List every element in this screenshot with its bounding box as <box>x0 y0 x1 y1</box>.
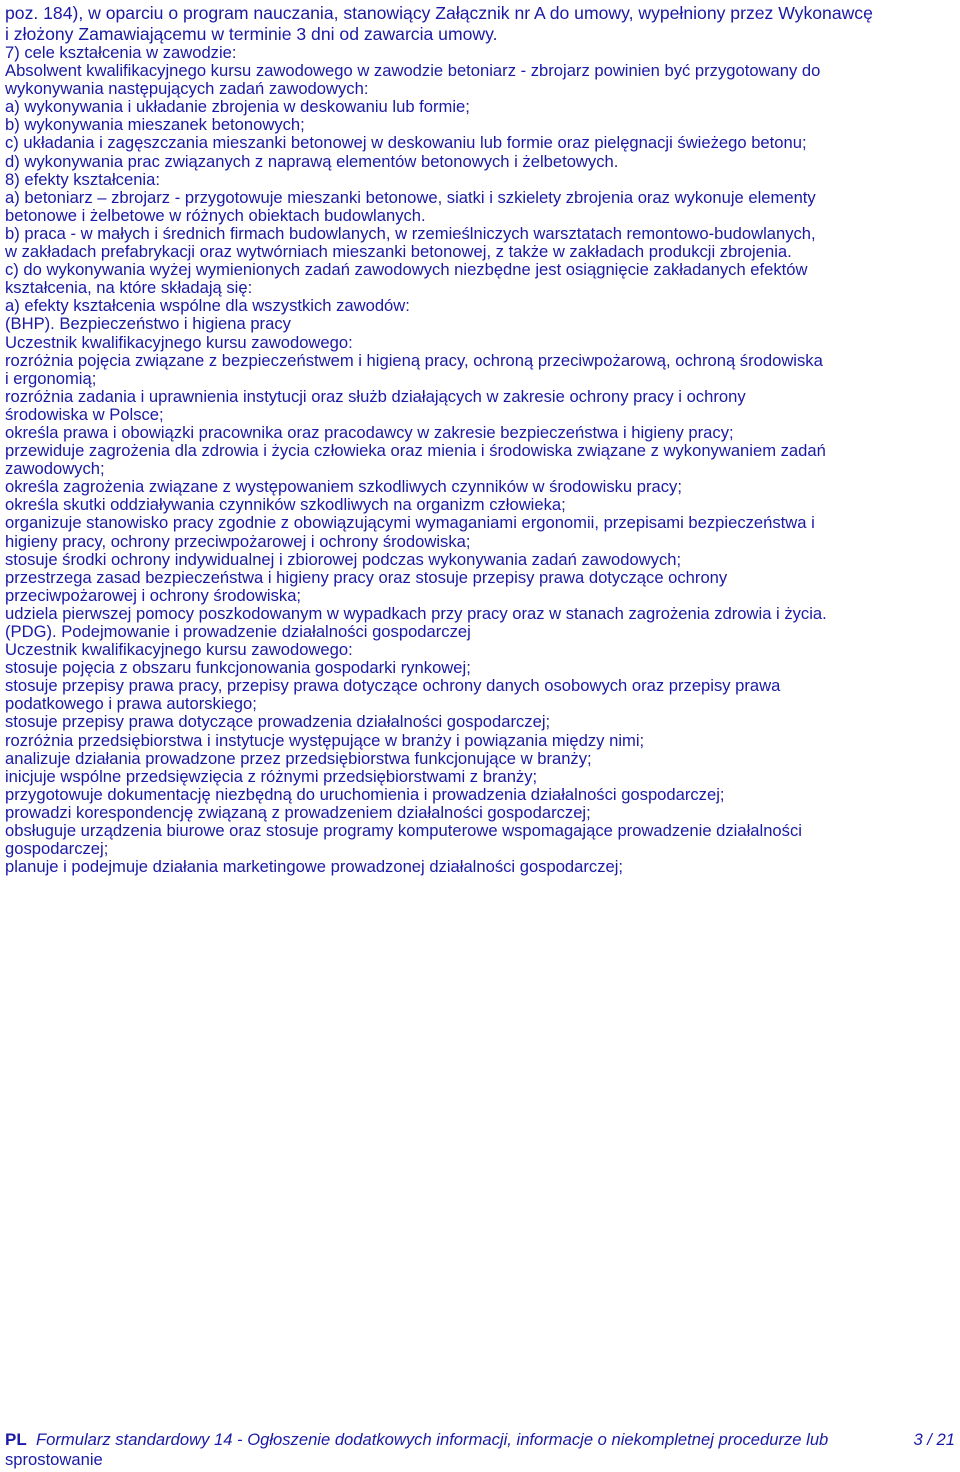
document-line: c) układania i zagęszczania mieszanki betonowej w deskowaniu lub formie oraz pielęgnacji świeżego betonu; <box>5 133 807 153</box>
footer-form-title: Formularz standardowy 14 - Ogłoszenie dodatkowych informacji, informacje o niekompletnej procedurze lub <box>36 1430 829 1449</box>
document-line: prowadzi korespondencję związaną z prowadzeniem działalności gospodarczej; <box>5 802 591 822</box>
document-line: 8) efekty kształcenia: <box>5 169 160 189</box>
document-line: b) praca - w małych i średnich firmach budowlanych, w rzemieślniczych warsztatach remontowo-budowlanych, <box>5 223 816 243</box>
document-line: gospodarczej; <box>5 839 109 859</box>
document-line: stosuje przepisy prawa pracy, przepisy prawa dotyczące ochrony danych osobowych oraz przepisy prawa <box>5 676 781 696</box>
document-line: rozróżnia pojęcia związane z bezpieczeństwem i higieną pracy, ochroną przeciwpożarową, ochroną środowiska <box>5 350 823 370</box>
document-line: środowiska w Polsce; <box>5 404 164 424</box>
document-line: d) wykonywania prac związanych z naprawą elementów betonowych i żelbetowych. <box>5 151 619 171</box>
footer-language-code: PL <box>5 1430 27 1449</box>
document-line: higieny pracy, ochrony przeciwpożarowej i ochrony środowiska; <box>5 531 471 551</box>
document-line: a) betoniarz – zbrojarz - przygotowuje mieszanki betonowe, siatki i szkielety zbrojenia oraz wykonuje elementy <box>5 187 816 207</box>
document-line: rozróżnia przedsiębiorstwa i instytucje występujące w branży i powiązania między nimi; <box>5 730 645 750</box>
document-line: 7) cele kształcenia w zawodzie: <box>5 43 237 62</box>
document-line: przestrzega zasad bezpieczeństwa i higieny pracy oraz stosuje przepisy prawa dotyczące ochrony <box>5 567 728 587</box>
document-line: c) do wykonywania wyżej wymienionych zadań zawodowych niezbędne jest osiągnięcie zakładanych efektów <box>5 260 808 280</box>
document-line: planuje i podejmuje działania marketingowe prowadzonej działalności gospodarczej; <box>5 857 624 877</box>
document-line: w zakładach prefabrykacji oraz wytwórniach mieszanki betonowej, z także w zakładach produkcji zbrojenia. <box>5 242 792 262</box>
document-line: określa zagrożenia związane z występowaniem szkodliwych czynników w środowisku pracy; <box>5 477 682 497</box>
document-line: przewiduje zagrożenia dla zdrowia i życia człowieka oraz mienia i środowiska związane z wykonywaniem zadań <box>5 441 826 461</box>
document-line: Uczestnik kwalifikacyjnego kursu zawodowego: <box>5 332 353 352</box>
footer-form-title-continuation: sprostowanie <box>5 1450 103 1469</box>
document-line: określa skutki oddziaływania czynników szkodliwych na organizm człowieka; <box>5 495 566 515</box>
document-line: (PDG). Podejmowanie i prowadzenie działalności gospodarczej <box>5 622 471 641</box>
document-line: kształcenia, na które składają się: <box>5 278 253 298</box>
document-line: podatkowego i prawa autorskiego; <box>5 694 257 714</box>
document-line: zawodowych; <box>5 459 105 479</box>
document-line: określa prawa i obowiązki pracownika oraz pracodawcy w zakresie bezpieczeństwa i higieny pracy; <box>5 422 734 442</box>
document-line: stosuje przepisy prawa dotyczące prowadzenia działalności gospodarczej; <box>5 712 551 732</box>
document-line: przeciwpożarowej i ochrony środowiska; <box>5 585 302 605</box>
document-line: wykonywania następujących zadań zawodowych: <box>5 79 369 99</box>
document-line: inicjuje wspólne przedsięwzięcia z różnymi przedsiębiorstwami z branży; <box>5 766 538 786</box>
document-line: stosuje pojęcia z obszaru funkcjonowania gospodarki rynkowej; <box>5 658 471 678</box>
document-line: i złożony Zamawiającemu w terminie 3 dni od zawarcia umowy. <box>5 24 498 44</box>
document-body <box>5 2 955 876</box>
page-footer <box>5 1430 955 1470</box>
document-line: stosuje środki ochrony indywidualnej i zbiorowej podczas wykonywania zadań zawodowych; <box>5 549 682 569</box>
document-line: i ergonomią; <box>5 368 97 388</box>
document-line: organizuje stanowisko pracy zgodnie z obowiązującymi wymaganiami ergonomii, przepisami bezpieczeństwa i <box>5 513 815 533</box>
footer-page-number: 3 / 21 <box>913 1430 955 1449</box>
document-line: a) efekty kształcenia wspólne dla wszystkich zawodów: <box>5 296 410 316</box>
document-line: obsługuje urządzenia biurowe oraz stosuje programy komputerowe wspomagające prowadzenie działalności <box>5 821 802 841</box>
document-line: Uczestnik kwalifikacyjnego kursu zawodowego: <box>5 640 353 660</box>
document-line: analizuje działania prowadzone przez przedsiębiorstwa funkcjonujące w branży; <box>5 748 592 768</box>
document-line: a) wykonywania i układanie zbrojenia w deskowaniu lub formie; <box>5 97 470 117</box>
document-line: betonowe i żelbetowe w różnych obiektach budowlanych. <box>5 205 426 225</box>
document-line: udziela pierwszej pomocy poszkodowanym w wypadkach przy pracy oraz w stanach zagrożenia zdrowia i życia. <box>5 603 827 623</box>
document-line: (BHP). Bezpieczeństwo i higiena pracy <box>5 314 291 334</box>
document-line: b) wykonywania mieszanek betonowych; <box>5 115 305 135</box>
document-line: rozróżnia zadania i uprawnienia instytucji oraz służb działających w zakresie ochrony pracy i ochrony <box>5 386 746 406</box>
document-line: poz. 184), w oparciu o program nauczania, stanowiący Załącznik nr A do umowy, wypełniony przez Wykonawcę <box>5 3 873 23</box>
document-line: przygotowuje dokumentację niezbędną do uruchomienia i prowadzenia działalności gospodarczej; <box>5 784 725 804</box>
document-line: Absolwent kwalifikacyjnego kursu zawodowego w zawodzie betoniarz - zbrojarz powinien być przygotowany do <box>5 61 821 81</box>
